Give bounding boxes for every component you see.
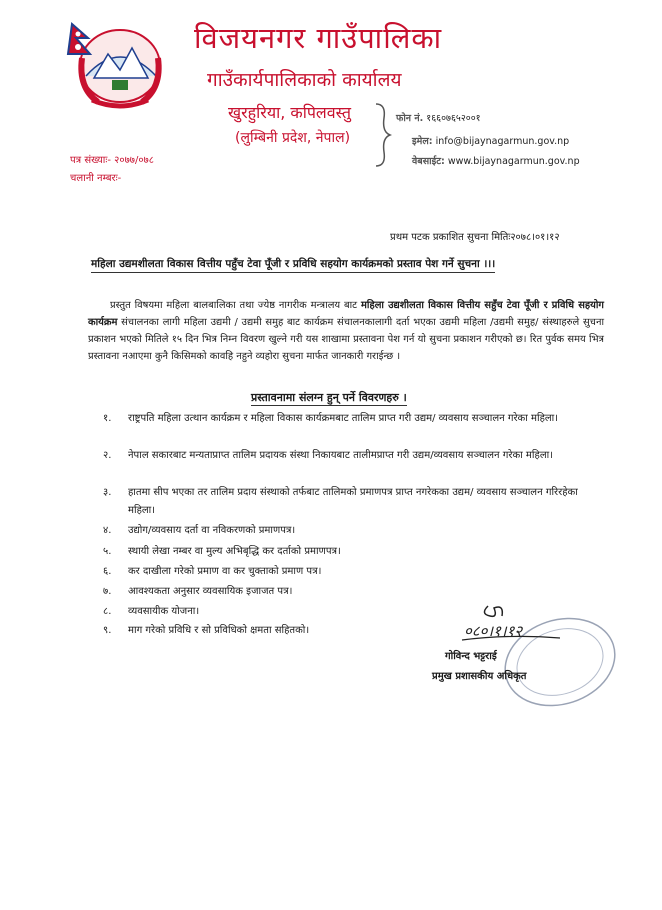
item-number: ५. (103, 546, 112, 557)
list-item (103, 484, 601, 519)
nepal-emblem-logo (64, 18, 172, 110)
signer-title: प्रमुख प्रशासकीय अधिकृत (432, 671, 527, 682)
contact-phone (396, 111, 481, 124)
item-number: ९. (103, 625, 112, 636)
email-value[interactable]: info@bijaynagarmun.gov.np (435, 136, 570, 147)
item-text: राष्ट्रपति महिला उत्थान कार्यक्रम र महिला विकास कार्यक्रमबाट तालिम प्राप्त गरी उद्यम/ व्यवसाय सञ्चालन गरेका महिला। (128, 413, 559, 424)
item-number: ८. (103, 606, 112, 617)
handwritten-signature (450, 600, 570, 650)
item-text: आवश्यकता अनुसार व्यवसायिक इजाजत पत्र। (128, 586, 293, 597)
notice-body (88, 297, 604, 365)
handwritten-date: ०८०।१।१२ (464, 622, 523, 640)
signer-name: गोविन्द भट्टराई (445, 651, 497, 662)
item-number: ६. (103, 566, 112, 577)
item-number: ३. (103, 487, 112, 498)
list-item (103, 447, 601, 465)
list-item (103, 563, 601, 581)
office-address-line2: (लुम्बिनी प्रदेश, नेपाल) (235, 130, 351, 146)
notice-subject: महिला उद्यमशीलता विकास वित्तीय पहुँच टेवा पूँजी र प्रविधि सहयोग कार्यक्रमको प्रस्ताव पेश गर्ने सुचना ।।। (91, 257, 495, 273)
office-address-line1: खुरहुरिया, कपिलवस्तु (228, 103, 352, 122)
item-text: कर दाखीला गरेको प्रमाण वा कर चुक्ताको प्रमाण पत्र। (128, 566, 322, 577)
body-text-part2: संचालनका लागी महिला उद्यमी / उद्यमी समुह बाट कार्यक्रम संचालनकालागी दर्ता भएका उद्यमी महिला /उद्यमी समुह/ संस्थाहरुले सुचना प्रकाशन भएको मितिले १५ दिन भित्र निम्न विवरण खुल्ने गरी यस शाखामा प्रस्तावना पेश गर्न यो सुचना प्रकाशन गरीएको छ। रित पुर्वक समय भित्र प्रस्तावना नआएमा कुनै किसिमको कावहि नहुने व्यहोरा सुचना मार्फत जानकारी गराईन्छ । (88, 317, 604, 362)
list-item (103, 583, 601, 601)
requirements-title: प्रस्तावनामा संलग्न हुन् पर्ने विवरणहरु । (251, 391, 407, 404)
item-number: ७. (103, 586, 112, 597)
brace-divider (372, 102, 392, 168)
item-text: व्यवसायीक योजना। (128, 606, 200, 617)
item-number: २. (103, 450, 112, 461)
phone-label: फोन नं. (396, 113, 424, 124)
contact-website (412, 154, 580, 167)
item-text: उद्योग/व्यवसाय दर्ता वा नविकरणको प्रमाणपत्र। (128, 525, 296, 536)
office-name: विजयनगर गाउँपालिका (194, 21, 443, 55)
item-text: स्थायी लेखा नम्बर वा मुल्य अभिबृद्धि कर दर्ताको प्रमाणपत्र। (128, 546, 341, 557)
list-item (103, 522, 601, 540)
email-label: इमेल: (412, 136, 433, 147)
item-text: हातमा सीप भएका तर तालिम प्रदाय संस्थाको तर्फबाट तालिमको प्रमाणपत्र प्राप्त नगरेकका उद्यम/ व्यवसाय सञ्चालन गरिरहेका महिला। (128, 487, 578, 516)
list-item (103, 543, 601, 561)
phone-value: १६६०७६५२००१ (426, 113, 481, 124)
body-text-bold: महिला उद्यशीलता विकास वित्तीय सहुँच टेवा पूँजी र प्रविधि सहयोग कार्यक्रम (88, 300, 604, 328)
item-number: १. (103, 413, 112, 424)
contact-email (412, 134, 569, 147)
website-label: वेबसाईट: (412, 156, 445, 167)
body-text-part1: प्रस्तुत विषयमा महिला बालबालिका तथा ज्येष्ठ नागरीक मन्त्रालय बाट (110, 300, 362, 311)
office-subtitle: गाउँकार्यपालिकाको कार्यालय (207, 69, 402, 91)
item-text: माग गरेको प्रविधि र सो प्रविधिको क्षमता सहितको। (128, 625, 310, 636)
website-value[interactable]: www.bijaynagarmun.gov.np (447, 156, 580, 167)
list-item (103, 410, 601, 428)
item-number: ४. (103, 525, 112, 536)
item-text: नेपाल सकारबाट मन्यताप्राप्त तालिम प्रदायक संस्था निकायबाट तालीमप्राप्त गरी उद्यम/व्यवसाय सञ्चालन गरेका महिला। (128, 450, 553, 461)
dispatch-number: चलानी नम्बरः- (70, 173, 122, 184)
letter-number: पत्र संख्याः- २०७७/०७८ (70, 155, 154, 166)
publication-date: प्रथम पटक प्रकाशित सुचना मितिः२०७८।०१।१२ (390, 232, 560, 243)
